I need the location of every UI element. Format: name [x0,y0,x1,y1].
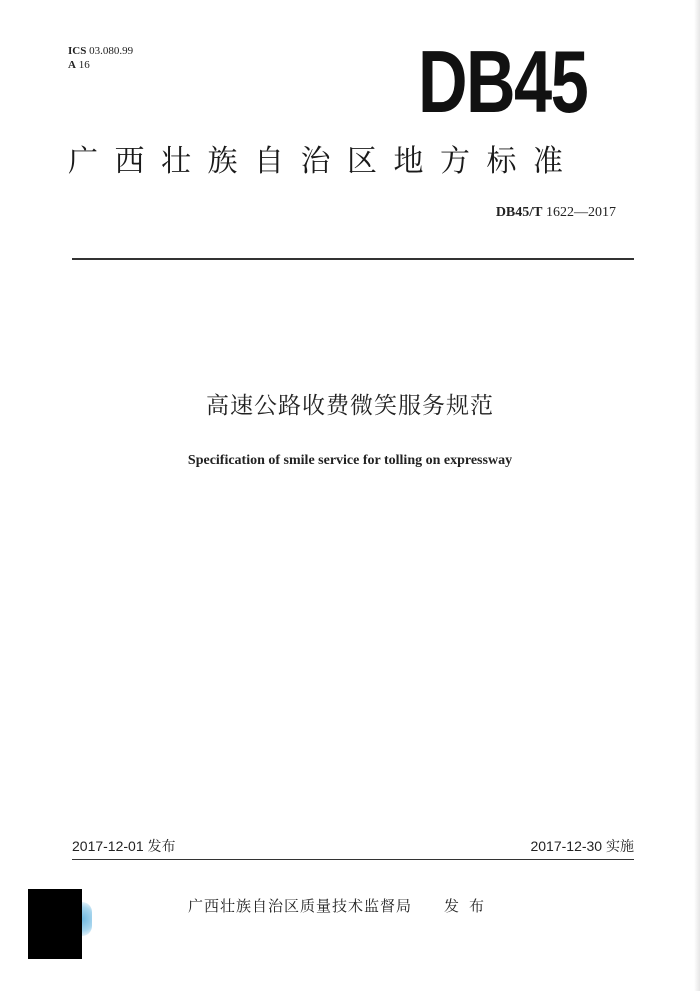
issuer-name: 广西壮族自治区质量技术监督局 [188,897,413,915]
ics-line [68,44,133,58]
page-edge-shadow [694,0,700,991]
footer-divider [72,859,634,860]
issue-date: 2017-12-01 发布 [72,838,176,854]
document-title-chinese: 高速公路收费微笑服务规范 [206,393,494,419]
category-letter: A [68,59,76,71]
header-divider [72,258,634,260]
standard-code-number: 1622—2017 [546,205,616,220]
ics-code: 03.080.99 [89,45,134,57]
seal-edge-icon [82,902,92,936]
standard-type-title: 广西壮族自治区地方标准 [68,144,580,179]
issuing-authority [188,896,494,916]
redacted-seal-area [28,889,82,959]
ics-label: ICS [68,45,87,57]
category-code: 16 [78,59,90,71]
category-line [68,58,133,72]
document-title-english: Specification of smile service for tolling on expressway [187,453,513,468]
implementation-date: 2017-12-30 实施 [530,838,634,854]
issue-word: 发布 [444,897,495,915]
db45-logo: DB45 [418,32,588,131]
classification-block [68,44,133,72]
standard-code-prefix: DB45/T [495,205,543,220]
standard-code [440,204,616,222]
